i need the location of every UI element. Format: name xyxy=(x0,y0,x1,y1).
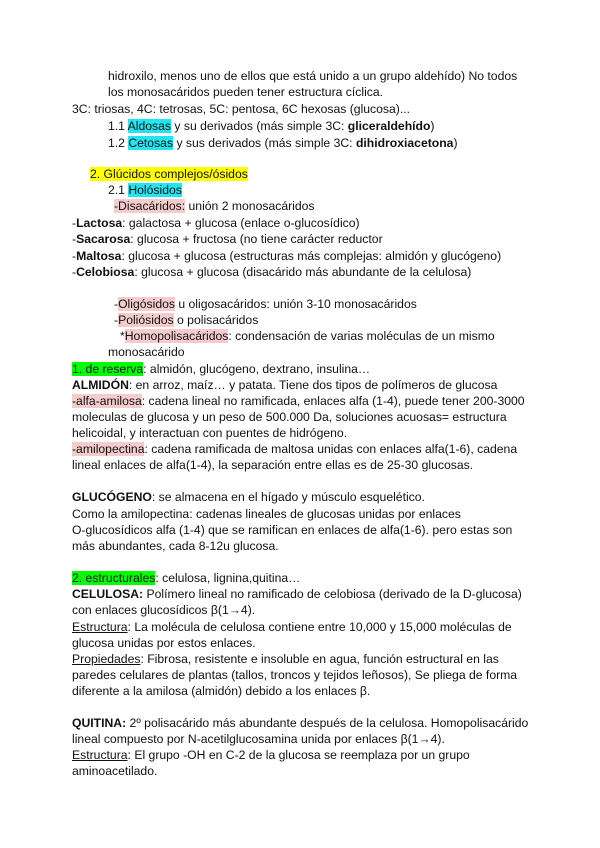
celulosa-line-2: con enlaces glucosídicos β(1→4). xyxy=(72,603,256,617)
disacaridos-line xyxy=(114,198,315,214)
propiedades-line-2: paredes celulares de plantas (tallos, troncos y tejidos leñosos), Se pliega de forma xyxy=(72,668,518,682)
poliosidos-line xyxy=(114,312,258,328)
cetosas-line xyxy=(108,135,458,151)
propiedades-text: : Fibrosa, resistente e insoluble en agua, función estructural en las xyxy=(140,652,499,666)
homopolisacaridos-highlight: Homopolisacáridos xyxy=(124,329,229,343)
estructura-line-1 xyxy=(72,619,512,635)
reserva-highlight: 1. de reserva xyxy=(72,362,144,376)
oligosidos-highlight: Oligósidos xyxy=(118,297,175,311)
glucogeno-line-4: más abundantes, cada 8-12u glucosa. xyxy=(72,539,279,553)
almidon-bold: ALMIDÓN xyxy=(72,378,129,392)
celobiosa-text: : glucosa + glucosa (disacárido más abundante de la celulosa) xyxy=(134,265,472,279)
cetosas-bold: dihidroxiacetona xyxy=(355,136,454,150)
poliosidos-highlight: Poliósidos xyxy=(118,313,174,327)
amilosa-line-3: helicoidal, y interactuan con puentes de hidrógeno. xyxy=(72,426,348,440)
celulosa-line-1 xyxy=(72,586,522,602)
oligosidos-line xyxy=(114,296,417,312)
list-item-lactosa xyxy=(72,215,360,231)
propiedades-line-3: diferente a la amilosa (almidón) debido a los enlaces β. xyxy=(72,684,371,698)
aldosas-highlight: Aldosas xyxy=(127,119,172,133)
sacarosa-text: : glucosa + fructosa (no tiene carácter reductor xyxy=(130,232,383,246)
propiedades-underlined: Propiedades xyxy=(72,652,141,666)
cetosas-highlight: Cetosas xyxy=(128,136,174,150)
section-2-heading xyxy=(90,166,248,182)
homopolisacaridos-text: : condensación de varias moléculas de un mismo xyxy=(228,329,495,343)
aldosas-number: 1.1 xyxy=(108,119,128,133)
disacaridos-text: unión 2 monosacáridos xyxy=(185,199,315,213)
amilopectina-text: : cadena ramificada de maltosa unidas con enlaces alfa(1-6), cadena xyxy=(144,442,518,456)
estructurales-highlight: 2. estructurales xyxy=(72,571,156,585)
cetosas-number: 1.2 xyxy=(108,136,129,150)
poliosidos-text: o polisacáridos xyxy=(173,313,259,327)
quitina-line-2: lineal compuesto por N-acetilglucosamina unida por enlaces β(1→4). xyxy=(72,732,445,746)
aldosas-end: ) xyxy=(430,119,435,133)
disacaridos-highlight: -Disacáridos: xyxy=(114,199,186,213)
amilosa-line-1 xyxy=(72,393,525,409)
section-2-heading-text: 2. Glúcidos complejos/ósidos xyxy=(90,167,248,181)
amilosa-line-2: moleculas de glucosa y un peso de 500.000 Da, soluciones acuosas= estructura xyxy=(72,410,507,424)
lactosa-name: Lactosa xyxy=(76,216,123,230)
maltosa-name: Maltosa xyxy=(76,249,122,263)
celulosa-bold: CELULOSA: xyxy=(72,587,144,601)
glucogeno-line-3: O-glucosídicos alfa (1-4) que se ramifican en enlaces de alfa(1-6). pero estas son xyxy=(72,523,513,537)
amilopectina-line-2: lineal enlaces de alfa(1-4), la separación entre ellas es de 25-30 glucosas. xyxy=(72,458,474,472)
dash: - xyxy=(72,232,77,246)
intro-line-2: los monosacáridos pueden tener estructura cíclica. xyxy=(108,85,384,99)
aldosas-bold: gliceraldehído xyxy=(347,119,431,133)
intro-carbons-line: 3C: triosas, 4C: tetrosas, 5C: pentosa, 6C hexosas (glucosa)... xyxy=(72,102,411,116)
estructura-line-2: glucosa unidas por estos enlaces. xyxy=(72,636,256,650)
quitina-line-1 xyxy=(72,715,528,731)
cetosas-end: ) xyxy=(453,136,458,150)
quitina-estructura-text: : El grupo -OH en C-2 de la glucosa se reemplaza por un grupo xyxy=(127,748,470,762)
lactosa-text: : galactosa + glucosa (enlace o-glucosídico) xyxy=(122,216,360,230)
amilopectina-highlight: -amilopectina xyxy=(72,442,145,456)
dash: - xyxy=(114,313,119,327)
glucogeno-bold: GLUCÓGENO xyxy=(72,490,152,504)
intro-line-1: hidroxilo, menos uno de ellos que está unido a un grupo aldehído) No todos xyxy=(108,69,518,83)
celobiosa-name: Celobiosa xyxy=(76,265,135,279)
almidon-text: : en arroz, maíz… y patata. Tiene dos tipos de polímeros de glucosa xyxy=(128,378,498,392)
propiedades-line-1 xyxy=(72,651,499,667)
list-item-celobiosa xyxy=(72,264,471,280)
almidon-line xyxy=(72,377,497,393)
estructurales-text: : celulosa, lignina,quitina… xyxy=(155,571,301,585)
dash: - xyxy=(72,249,77,263)
holosidos-line xyxy=(108,182,182,198)
list-item-sacarosa xyxy=(72,231,383,247)
reserva-line xyxy=(72,361,370,377)
list-item-maltosa xyxy=(72,248,501,264)
amilosa-text: : cadena lineal no ramificada, enlaces alfa (1-4), puede tener 200-3000 xyxy=(141,394,525,408)
asterisk: * xyxy=(120,329,125,343)
quitina-estructura-underlined: Estructura xyxy=(72,748,128,762)
quitina-estructura-line-1 xyxy=(72,747,470,763)
aldosas-line xyxy=(108,118,434,134)
homopolisacaridos-line-2: monosacárido xyxy=(108,345,185,359)
glucogeno-line-2: Como la amilopectina: cadenas lineales de glucosas unidas por enlaces xyxy=(72,507,461,521)
quitina-bold: QUITINA: xyxy=(72,716,127,730)
sacarosa-name: Sacarosa xyxy=(76,232,131,246)
holosidos-highlight: Holósidos xyxy=(128,183,182,197)
celulosa-text: Polímero lineal no ramificado de celobiosa (derivado de la D-glucosa) xyxy=(143,587,522,601)
glucogeno-text: : se almacena en el hígado y músculo esquelético. xyxy=(151,490,425,504)
amilosa-highlight: -alfa-amilosa xyxy=(72,394,142,408)
quitina-estructura-line-2: aminoacetilado. xyxy=(72,764,158,778)
dash: - xyxy=(114,297,119,311)
homopolisacaridos-line xyxy=(120,328,495,344)
estructura-underlined: Estructura xyxy=(72,620,128,634)
estructurales-line xyxy=(72,570,300,586)
glucogeno-line xyxy=(72,489,425,505)
maltosa-text: : glucosa + glucosa (estructuras más complejas: almidón y glucógeno) xyxy=(121,249,502,263)
quitina-text: 2º polisacárido más abundante después de la celulosa. Homopolisacárido xyxy=(126,716,529,730)
reserva-text: : almidón, glucógeno, dextrano, insulina… xyxy=(143,362,371,376)
dash: - xyxy=(72,216,77,230)
dash: - xyxy=(72,265,77,279)
estructura-text: : La molécula de celulosa contiene entre 10,000 y 15,000 moléculas de xyxy=(127,620,512,634)
oligosidos-text: u oligosacáridos: unión 3-10 monosacáridos xyxy=(174,297,417,311)
holosidos-number: 2.1 xyxy=(108,183,129,197)
cetosas-text: y sus derivados (más simple 3C: xyxy=(173,136,356,150)
aldosas-text: y su derivados (más simple 3C: xyxy=(171,119,348,133)
amilopectina-line-1 xyxy=(72,441,517,457)
